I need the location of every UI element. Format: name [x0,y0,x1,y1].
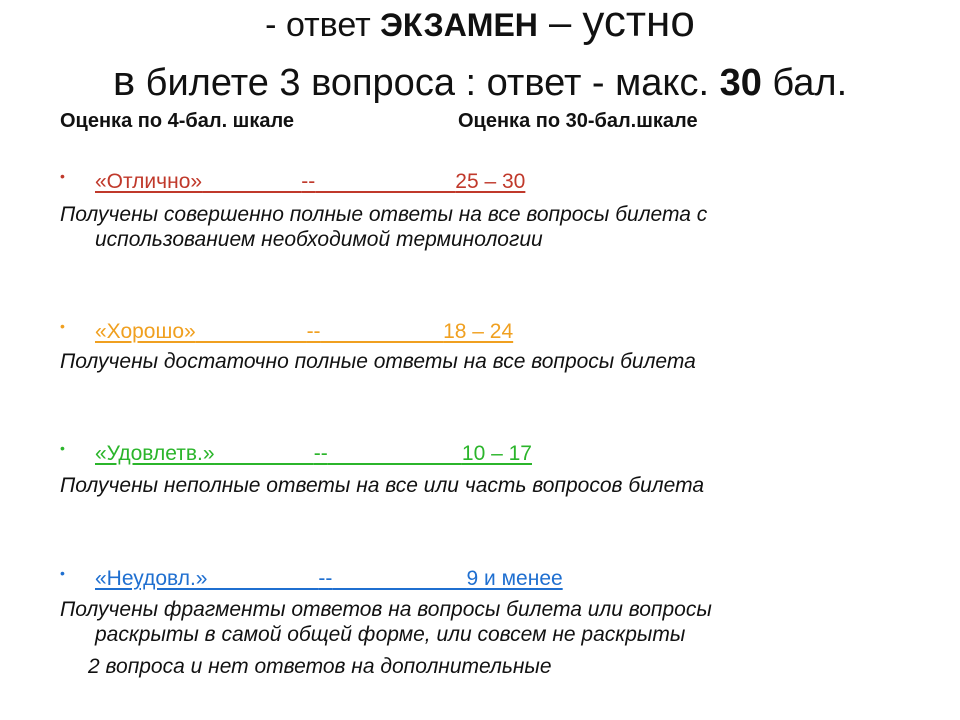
column-header-30-scale: Оценка по 30-бал.шкале [458,110,698,132]
desc-line: раскрыты в самой общей форме, или совсем не раскрыты [95,623,686,646]
desc-line: Получены достаточно полные ответы на все вопросы билета [60,350,696,373]
desc-line: Получены неполные ответы на все или часть вопросов билета [60,474,705,497]
title-dash: – [537,1,583,45]
grade-separator: -- [318,567,333,590]
desc-line: Получены совершенно полные ответы на все вопросы билета с [60,203,708,226]
desc-otlichno [60,202,920,252]
grade-neudovl [95,567,563,591]
title-max-score: 30 [719,62,762,104]
grade-horosho [95,320,513,344]
grade-label: «Отлично» [95,170,203,193]
title-suffix: бал. [761,62,848,104]
desc-neudovl [60,597,920,647]
grade-label: «Удовлетв.» [95,442,215,465]
grade-udovl [95,442,532,466]
desc-line: использованием необходимой терминологии [95,228,543,251]
grade-range: 9 и менее [466,567,563,590]
grade-separator: -- [301,170,316,193]
desc-udovl [60,473,920,498]
grade-range: 18 – 24 [443,320,514,343]
bullet-horosho: • [60,318,65,334]
title-oral: устно [582,0,695,46]
grade-separator: -- [313,442,328,465]
grade-range: 25 – 30 [455,170,526,193]
title-line-2 [0,56,960,108]
note-text: 2 вопроса и нет ответов на дополнительные [88,655,552,678]
title-v: в [112,57,136,104]
bullet-udovl: • [60,440,65,456]
title-exam: ЭКЗАМЕН [380,7,538,43]
title-text: билете 3 вопроса : ответ - макс. [135,62,720,104]
column-header-4-scale: Оценка по 4-бал. шкале [60,110,295,132]
bullet-otlichno: • [60,168,65,184]
title-prefix: - ответ [265,6,381,44]
grade-label: «Неудовл.» [95,567,208,590]
bullet-neudovl: • [60,565,65,581]
grade-range: 10 – 17 [461,442,532,465]
title-line-1 [0,0,960,47]
desc-line: Получены фрагменты ответов на вопросы билета или вопросы [60,598,712,621]
grade-label: «Хорошо» [95,320,196,343]
grade-separator: -- [306,320,321,343]
desc-horosho [60,349,920,374]
grade-otlichno [95,170,525,194]
